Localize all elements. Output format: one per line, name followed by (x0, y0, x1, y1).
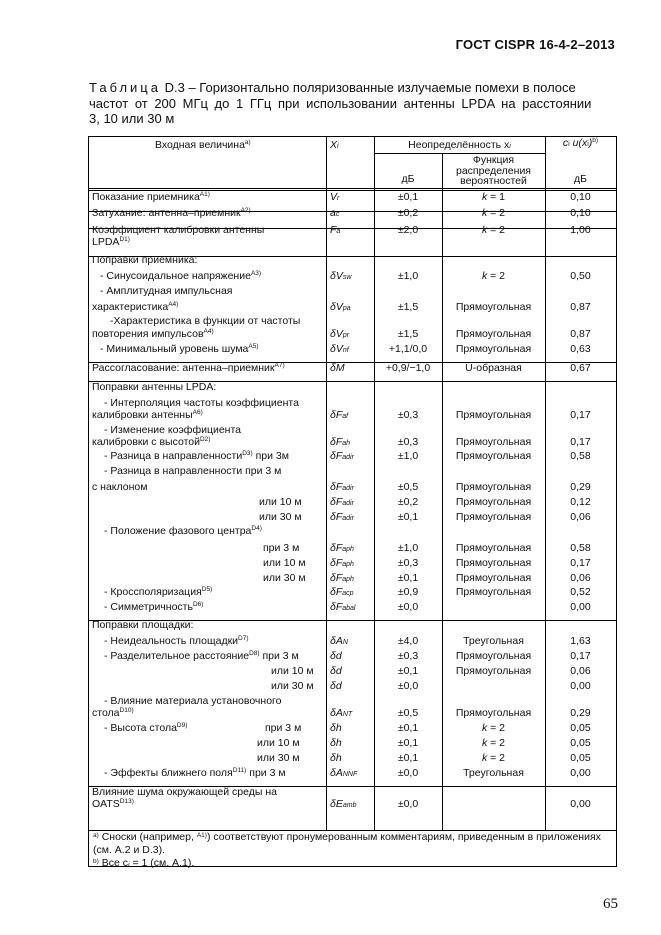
row-uncertainty: ±0,0 (397, 767, 419, 779)
row-value: 0,17 (570, 557, 591, 569)
row-label: - Разделительное расстояние$^{D8)}$ при 3 м (104, 650, 299, 662)
row-symbol: $\delta F_{ah}$ (330, 436, 351, 448)
row-uncertainty: +0,9/−1,0 (385, 362, 431, 374)
row-distribution: Прямоугольная (455, 496, 532, 508)
row-label: - Разница в направленности$^{D3)}$ при 3м (104, 450, 289, 462)
row-label: - Изменение коэффициента (104, 424, 241, 436)
row-uncertainty: ±0,0 (397, 680, 419, 692)
row-value: 0,58 (570, 450, 591, 462)
row-symbol: δM (330, 362, 345, 374)
row-label: -Характеристика в функции от частоты (110, 315, 301, 327)
row-symbol: $\delta F_{adir}$ (330, 481, 354, 493)
row-label: Показание приемника$^{A1)}$ (92, 191, 210, 203)
row-distribution: Прямоугольная (455, 409, 532, 421)
row-symbol: δh (330, 722, 342, 734)
row-symbol: $V_r$ (330, 191, 340, 203)
row-distance: или 10 м (259, 496, 302, 508)
row-value: 0,10 (570, 191, 591, 203)
caption-text-1: – Горизонтально поляризованные излучаемые помехи в полосе (188, 80, 576, 95)
row-symbol: $\delta F_{aph}$ (330, 557, 354, 569)
row-label: - Высота стола$^{D9)}$ (104, 722, 188, 734)
row-symbol: δd (330, 650, 342, 662)
row-value: 0,50 (570, 270, 591, 282)
row-uncertainty: ±0,5 (397, 707, 419, 719)
caption-number: D.3 (164, 80, 185, 95)
row-distribution: k = 2 (481, 207, 506, 219)
row-value: 0,17 (570, 436, 591, 448)
row-distance: или 10 м (263, 557, 306, 569)
row-distance: или 10 м (271, 665, 314, 677)
row-distribution: Прямоугольная (455, 572, 532, 584)
row-label: $OATS^{D13)}$ (92, 798, 134, 810)
row-label: - Синусоидальное напряжение$^{A3)}$ (100, 270, 262, 282)
footnote-a-cont: (см. А.2 и D.3). (93, 844, 166, 856)
row-value: 0,10 (570, 207, 591, 219)
row-distribution: Прямоугольная (455, 328, 532, 340)
head-db-2: дБ (573, 173, 588, 185)
row-distribution: Прямоугольная (455, 557, 532, 569)
row-value: 0,00 (570, 798, 591, 810)
row-value: 1,00 (570, 224, 591, 236)
row-distribution: Прямоугольная (455, 436, 532, 448)
row-value: 0,87 (570, 301, 591, 313)
row-label: калибровки антенны$^{A6)}$ (92, 409, 203, 421)
row-value: 0,00 (570, 601, 591, 613)
row-symbol: $\delta V_{pr}$ (330, 328, 350, 340)
row-uncertainty: ±0,0 (397, 601, 419, 613)
header-subline (374, 153, 545, 154)
row-value: 0,05 (570, 722, 591, 734)
row-uncertainty: ±0,1 (397, 752, 419, 764)
row-value: 0,00 (570, 680, 591, 692)
row-uncertainty: ±1,5 (397, 301, 419, 313)
caption-label: Таблица (89, 80, 161, 95)
row-distribution: Прямоугольная (455, 650, 532, 662)
uncertainty-table (88, 136, 617, 867)
row-symbol: δd (330, 665, 342, 677)
row-uncertainty: ±0,1 (397, 511, 419, 523)
row-label: $LPDA^{D1)}$ (92, 236, 130, 248)
row-uncertainty: ±0,3 (397, 436, 419, 448)
row-symbol: δh (330, 752, 342, 764)
row-label: - Положение фазового центра$^{D4)}$ (104, 525, 262, 537)
row-uncertainty: ±1,0 (397, 542, 419, 554)
row-label: - Интерполяция частоты коэффициента (104, 397, 299, 409)
table-caption (89, 80, 617, 127)
row-value: 0,17 (570, 409, 591, 421)
row-label: Влияние шума окружающей среды на (92, 786, 277, 798)
head-input: Входная величина$^{a)}$ (155, 139, 251, 151)
row-distribution: Прямоугольная (455, 450, 532, 462)
row-value: 0,29 (570, 707, 591, 719)
row-value: 0,58 (570, 542, 591, 554)
head-uncertainty: Неопределённость $x_i$ (408, 139, 511, 151)
row-label: стола$^{D10)}$ (92, 707, 134, 719)
row-uncertainty: ±0,1 (397, 737, 419, 749)
row-value: 0,87 (570, 328, 591, 340)
row-distribution: k = 2 (481, 737, 506, 749)
row-symbol: $\delta F_{adir}$ (330, 450, 354, 462)
row-label: - Симметричность$^{D6)}$ (104, 601, 204, 613)
row-value: 0,06 (570, 665, 591, 677)
row-label: Рассогласование: антенна–приемник$^{A7)}$ (92, 362, 285, 374)
row-label: Поправки антенны LPDA: (92, 381, 217, 393)
head-distribution: Функция распределения вероятностей (456, 154, 531, 187)
row-uncertainty: ±1,5 (397, 328, 419, 340)
row-uncertainty: ±1,0 (397, 450, 419, 462)
page-number: 65 (603, 896, 618, 912)
row-distribution: Прямоугольная (455, 542, 532, 554)
row-value: 0,06 (570, 572, 591, 584)
row-symbol: $F_a$ (330, 224, 341, 236)
row-uncertainty: ±0,1 (397, 722, 419, 734)
row-label: калибровки с высотой$^{D2)}$ (92, 436, 211, 448)
row-value: 0,06 (570, 511, 591, 523)
row-symbol: $\delta V_{nf}$ (330, 343, 349, 355)
row-label: - Неидеальность площадки$^{D7)}$ (104, 635, 249, 647)
row-distance: или 10 м (257, 737, 300, 749)
row-distribution: k = 2 (481, 270, 506, 282)
row-uncertainty: ±0,1 (397, 572, 419, 584)
row-label: Затухание: антенна–приемник$^{A2)}$ (92, 207, 251, 219)
row-symbol: $\delta A_{NNF}$ (330, 767, 358, 779)
row-label: с наклоном (92, 481, 148, 493)
caption-text-2: частот от 200 МГц до 1 ГГц при использовании антенны LPDA на расстоянии (89, 95, 592, 111)
head-x: $X_i$ (330, 139, 339, 151)
footnote-b: $^{b)}$ Все $c_i = 1$ (см. А.1). (93, 857, 195, 869)
row-symbol: δh (330, 737, 342, 749)
row-label: - Амплитудная импульсная (100, 285, 233, 297)
row-distance: или 30 м (259, 511, 302, 523)
row-distribution: k = 2 (481, 224, 506, 236)
row-uncertainty: ±0,2 (397, 496, 419, 508)
row-symbol: $\delta F_{adir}$ (330, 496, 354, 508)
row-uncertainty: ±0,1 (397, 191, 419, 203)
row-value: 0,05 (570, 737, 591, 749)
row-uncertainty: ±0,3 (397, 650, 419, 662)
row-label: характеристика$^{A4)}$ (92, 301, 179, 313)
row-label: - Эффекты ближнего поля$^{D11)}$ при 3 м (104, 767, 286, 779)
row-distribution: Прямоугольная (455, 343, 532, 355)
row-value: 0,29 (570, 481, 591, 493)
row-symbol: $\delta V_{sw}$ (330, 270, 352, 282)
row-distance: или 30 м (263, 572, 306, 584)
row-distribution: k = 1 (481, 191, 506, 203)
row-label: Коэффициент калибровки антенны (92, 224, 265, 236)
row-distance: при 3 м (265, 722, 302, 734)
row-uncertainty: ±0,9 (397, 586, 419, 598)
row-value: 0,63 (570, 343, 591, 355)
row-distribution: Прямоугольная (455, 665, 532, 677)
standard-designation: ГОСТ CISPR 16-4-2–2013 (455, 37, 615, 52)
row-distribution: k = 2 (481, 722, 506, 734)
row-value: 0,52 (570, 586, 591, 598)
row-uncertainty: ±0,1 (397, 665, 419, 677)
row-uncertainty: ±0,3 (397, 557, 419, 569)
row-uncertainty: ±1,0 (397, 270, 419, 282)
row-distribution: Треугольная (463, 767, 524, 779)
caption-text-3: 3, 10 или 30 м (89, 111, 175, 127)
row-uncertainty: ±4,0 (397, 635, 419, 647)
row-distribution: Треугольная (463, 635, 524, 647)
row-uncertainty: ±0,2 (397, 207, 419, 219)
row-value: 0,05 (570, 752, 591, 764)
row-distribution: k = 2 (481, 752, 506, 764)
row-distance: при 3 м (263, 542, 300, 554)
row-value: 0,00 (570, 767, 591, 779)
row-symbol: $\delta F_{aph}$ (330, 572, 354, 584)
row-symbol: δd (330, 680, 342, 692)
row-uncertainty: ±0,3 (397, 409, 419, 421)
row-symbol: $\delta F_{abal}$ (330, 601, 356, 613)
row-label: - Минимальный уровень шума$^{A5)}$ (100, 343, 259, 355)
row-uncertainty: +1,1/0,0 (388, 343, 428, 355)
row-symbol: $\delta E_{amb}$ (330, 798, 357, 810)
col-divider (326, 137, 327, 830)
row-label: Поправки площадки: (92, 619, 194, 631)
footnote-a: $^{a)}$ Сноски (например, $^{A1)}$) соответствуют пронумерованным комментариям, приведенным в приложениях (93, 831, 601, 843)
row-symbol: $\delta F_{aph}$ (330, 542, 354, 554)
row-symbol: $\delta F_{af}$ (330, 409, 349, 421)
row-distribution: Прямоугольная (455, 586, 532, 598)
row-label: - Влияние материала установочного (104, 695, 282, 707)
row-uncertainty: ±2,0 (397, 224, 419, 236)
row-value: 0,67 (570, 362, 591, 374)
row-distribution: Прямоугольная (455, 481, 532, 493)
row-distance: или 30 м (257, 752, 300, 764)
row-distribution: Прямоугольная (455, 511, 532, 523)
row-uncertainty: ±0,5 (397, 481, 419, 493)
row-distribution: Прямоугольная (455, 301, 532, 313)
row-symbol: $\delta V_{pa}$ (330, 301, 351, 313)
row-value: 0,12 (570, 496, 591, 508)
row-value: 1,63 (570, 635, 591, 647)
row-distribution: U-образная (465, 362, 522, 374)
row-label: Поправки приёмника: (92, 254, 198, 266)
row-symbol: $\delta F_{acp}$ (330, 586, 354, 598)
head-ciu: $c_i$ $u(x_i)^{b)}$ (562, 137, 599, 149)
head-db-1: дБ (401, 173, 415, 185)
row-label: повторения импульсов$^{A4)}$ (92, 328, 214, 340)
row-symbol: $\delta A_N$ (330, 635, 348, 647)
row-distribution: Прямоугольная (455, 707, 532, 719)
row-symbol: $a_c$ (330, 207, 340, 219)
row-label: - Кроссполяризация$^{D5)}$ (104, 586, 213, 598)
row-label: - Разница в направленности при 3 м (104, 465, 282, 477)
row-symbol: $\delta F_{adir}$ (330, 511, 354, 523)
row-symbol: $\delta A_{NT}$ (330, 707, 353, 719)
row-value: 0,17 (570, 650, 591, 662)
row-distance: или 30 м (271, 680, 314, 692)
row-uncertainty: ±0,0 (397, 798, 419, 810)
